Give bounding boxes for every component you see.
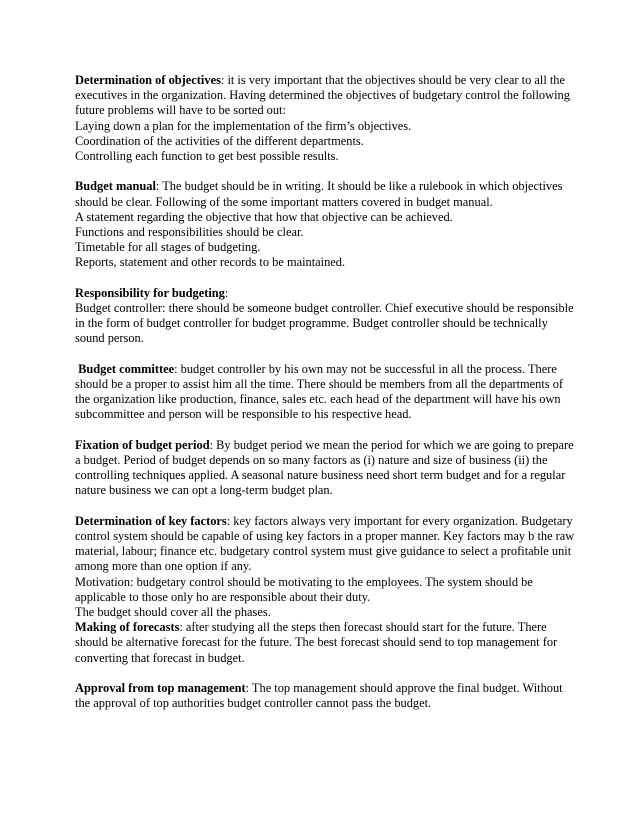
section-line: Laying down a plan for the implementation of the firm’s objectives. <box>75 118 412 133</box>
section-line: Timetable for all stages of budgeting. <box>75 240 261 255</box>
section-heading: Fixation of budget period <box>75 437 210 452</box>
section-paragraph <box>75 681 575 711</box>
section-intro: : <box>224 285 229 300</box>
section-heading: Determination of objectives <box>75 73 221 87</box>
section-intro: : The top management should approve the final budget. Without the approval of top authorities budget controller cannot pass the budget. <box>75 681 563 711</box>
section-intro: : key factors always very important for every organization. Budgetary control system should be capable of using key factors in a proper manner. Key factors may b the raw material, labour; finance etc. budgetary control system must give guidance to select a profitable unit among more than one option if any. <box>75 513 575 574</box>
section-heading: Budget manual <box>75 179 156 194</box>
section-paragraph <box>75 514 575 575</box>
section-paragraph <box>75 438 575 499</box>
section-paragraph <box>75 620 575 666</box>
section-paragraph <box>75 362 575 423</box>
section-budget-manual <box>75 179 575 270</box>
section-intro: : budget controller by his own may not be successful in all the process. There should be a proper to assist him all the time. There should be members from all the departments of the organization like production, finance, sales etc. each head of the department will have his own subcommittee and person will be responsible to his respective head. <box>75 361 564 422</box>
section-intro: : The budget should be in writing. It should be like a rulebook in which objectives should be clear. Following of the some important matters covered in budget manual. <box>75 179 563 209</box>
section-line: A statement regarding the objective that how that objective can be achieved. <box>75 209 453 224</box>
section-budget-committee <box>75 362 575 423</box>
section-intro: : By budget period we mean the period for which we are going to prepare a budget. Period of budget depends on so many factors as (i) nature and size of business (ii) the controlling techniques applied. A seasonal nature business need short term budget and for a regular nature business we can opt a long-term budget plan. <box>75 437 574 498</box>
section-heading: Approval from top management <box>75 681 246 696</box>
section-heading: Budget committee <box>78 361 175 376</box>
section-paragraph <box>75 286 575 301</box>
section-paragraph <box>75 73 575 119</box>
section-heading: Responsibility for budgeting <box>75 285 225 300</box>
section-line: The budget should cover all the phases. <box>75 605 271 620</box>
section-making-of-forecasts <box>75 620 575 666</box>
section-line: Motivation: budgetary control should be motivating to the employees. The system should be applicable to those only ho are responsible about their duty. <box>75 574 533 604</box>
section-paragraph <box>75 179 575 209</box>
section-line: Reports, statement and other records to be maintained. <box>75 255 346 270</box>
section-approval-from-top-management <box>75 681 575 711</box>
section-determination-of-objectives <box>75 73 575 164</box>
section-intro: : it is very important that the objectives should be very clear to all the executives in the organization. Having determined the objectives of budgetary control the following future problems will have to be sorted out: <box>75 73 570 118</box>
section-line: Functions and responsibilities should be clear. <box>75 225 304 240</box>
section-heading: Making of forecasts <box>75 620 180 635</box>
section-heading: Determination of key factors <box>75 513 227 528</box>
section-intro: : after studying all the steps then forecast should start for the future. There should be alternative forecast for the future. The best forecast should send to top management for converting that forecast in budget. <box>75 620 558 665</box>
section-fixation-of-budget-period <box>75 438 575 499</box>
section-determination-of-key-factors <box>75 514 575 620</box>
section-line: Coordination of the activities of the different departments. <box>75 133 364 148</box>
section-line: Budget controller: there should be someone budget controller. Chief executive should be responsible in the form of budget controller for budget programme. Budget controller should be technically sound person. <box>75 301 574 346</box>
section-line: Controlling each function to get best possible results. <box>75 149 339 164</box>
section-responsibility-for-budgeting <box>75 286 575 347</box>
document-page <box>75 73 575 727</box>
